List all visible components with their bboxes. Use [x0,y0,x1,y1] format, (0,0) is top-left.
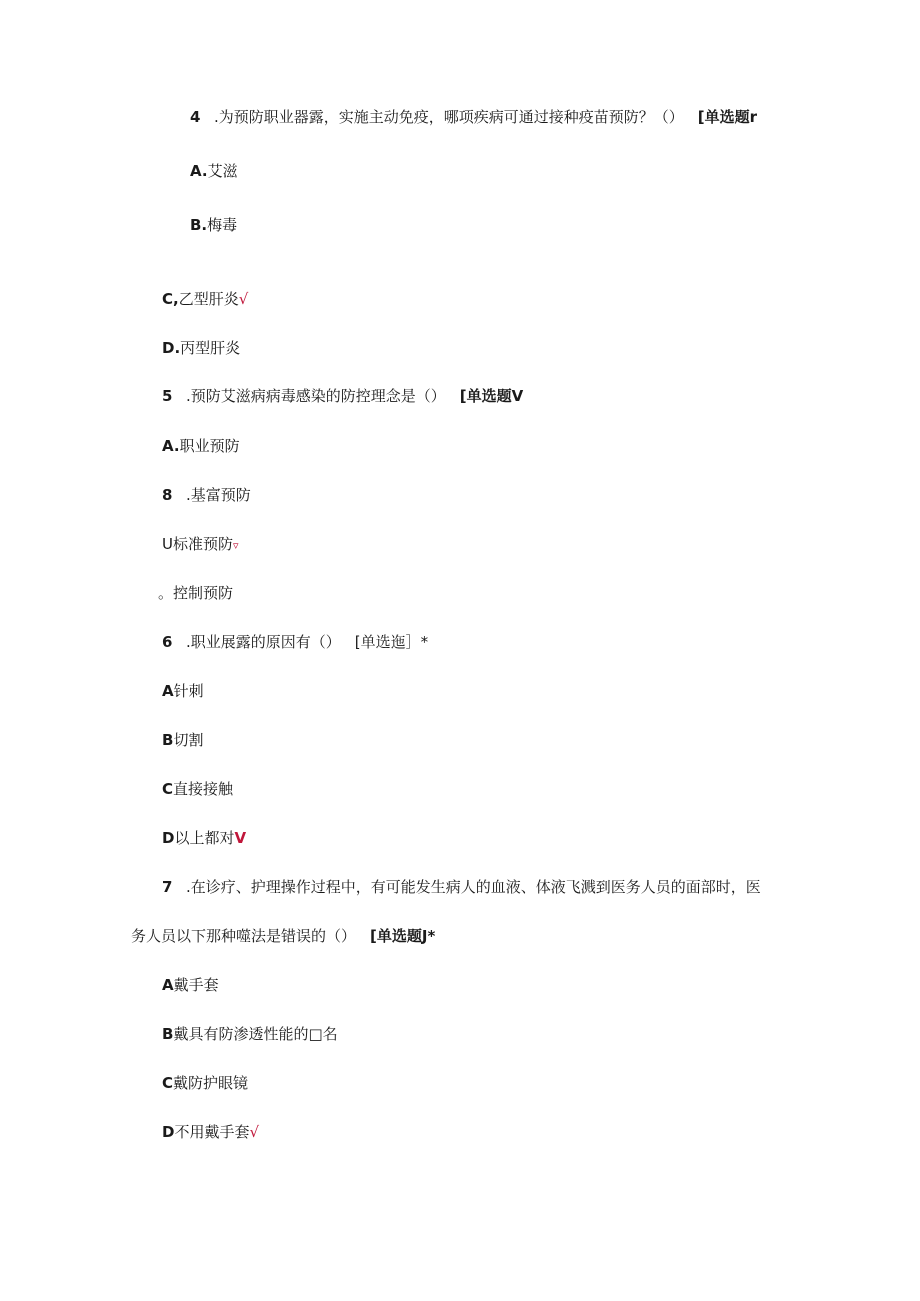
option-text: 戴防护眼镜 [173,1074,249,1092]
option-text: 控制预防 [173,584,234,602]
question-4-option-d [162,338,240,358]
question-6-option-b [162,730,203,750]
option-letter: A. [162,437,180,455]
option-text: 戴手套 [173,976,219,994]
option-text: 针刺 [173,682,204,700]
option-letter: D. [162,339,181,357]
option-text: 丙型肝炎 [180,339,241,357]
question-7-option-a [162,975,219,995]
question-4-option-c [162,289,248,309]
question-type-tag: [单选题J* [370,927,436,945]
question-type-tag: [单选迤］* [354,633,429,651]
question-number: 6 [162,633,173,651]
question-5-option-a [162,436,240,456]
question-6-option-a [162,681,204,701]
question-7-option-d [162,1122,259,1142]
option-text: 乙型肝炎 [178,290,239,308]
option-letter: B [162,1025,174,1043]
question-number: 4 [190,108,201,126]
question-7-stem-line-2 [131,926,435,946]
option-text: 艾滋 [207,162,238,180]
option-text: 不用戴手套 [174,1123,250,1141]
question-text: .为预防职业器露，实施主动免疫，哪项疾病可通过接种疫苗预防？（） [214,108,684,126]
option-letter: 8 [162,486,173,504]
option-text: 职业预防 [179,437,240,455]
question-6-option-d [162,828,246,848]
option-text: .基富预防 [186,486,251,504]
option-text: 梅毒 [207,216,238,234]
option-text: 戴具有防渗透性能的□名 [173,1025,338,1043]
question-4-stem [190,107,757,127]
correct-answer-mark: √ [238,290,249,308]
option-letter: C [162,1074,174,1092]
option-text: 以上都对 [174,829,235,847]
option-letter: B. [190,216,208,234]
option-letter: 。 [158,584,174,602]
option-letter: A [162,976,174,994]
question-5-stem [162,386,523,406]
option-letter: C, [162,290,179,308]
option-letter: C [162,780,174,798]
question-text: 务人员以下那种噬法是错误的（） [131,927,357,945]
option-text: 切割 [173,731,204,749]
question-text: .预防艾滋病病毒感染的防控理念是（） [186,387,446,405]
question-6-stem [162,632,428,652]
question-7-option-b [162,1024,338,1044]
question-7-option-c [162,1073,248,1093]
question-4-option-a [190,161,238,181]
question-text: .职业展露的原因有（） [186,633,341,651]
question-5-option-d [158,583,233,603]
question-7-stem-line-1 [162,877,761,897]
option-letter: A [162,682,174,700]
question-number: 7 [162,878,173,896]
option-letter: A. [190,162,208,180]
question-5-option-b [162,485,251,505]
question-type-tag: [单选题V [459,387,524,405]
correct-answer-mark: V [234,829,247,847]
question-type-tag: [单选题r [697,108,758,126]
answer-mark: ▿ [233,539,239,552]
question-4-option-b [190,215,237,235]
option-letter: U [162,535,173,553]
question-5-option-c [162,534,239,554]
option-text: 直接接触 [173,780,234,798]
option-letter: D [162,1123,175,1141]
question-number: 5 [162,387,173,405]
option-text: 标准预防 [172,535,233,553]
question-6-option-c [162,779,233,799]
correct-answer-mark: √ [249,1123,260,1141]
option-letter: D [162,829,175,847]
question-text: .在诊疗、护理操作过程中，有可能发生病人的血液、体液飞溅到医务人员的面部时，医 [186,878,761,896]
option-letter: B [162,731,174,749]
